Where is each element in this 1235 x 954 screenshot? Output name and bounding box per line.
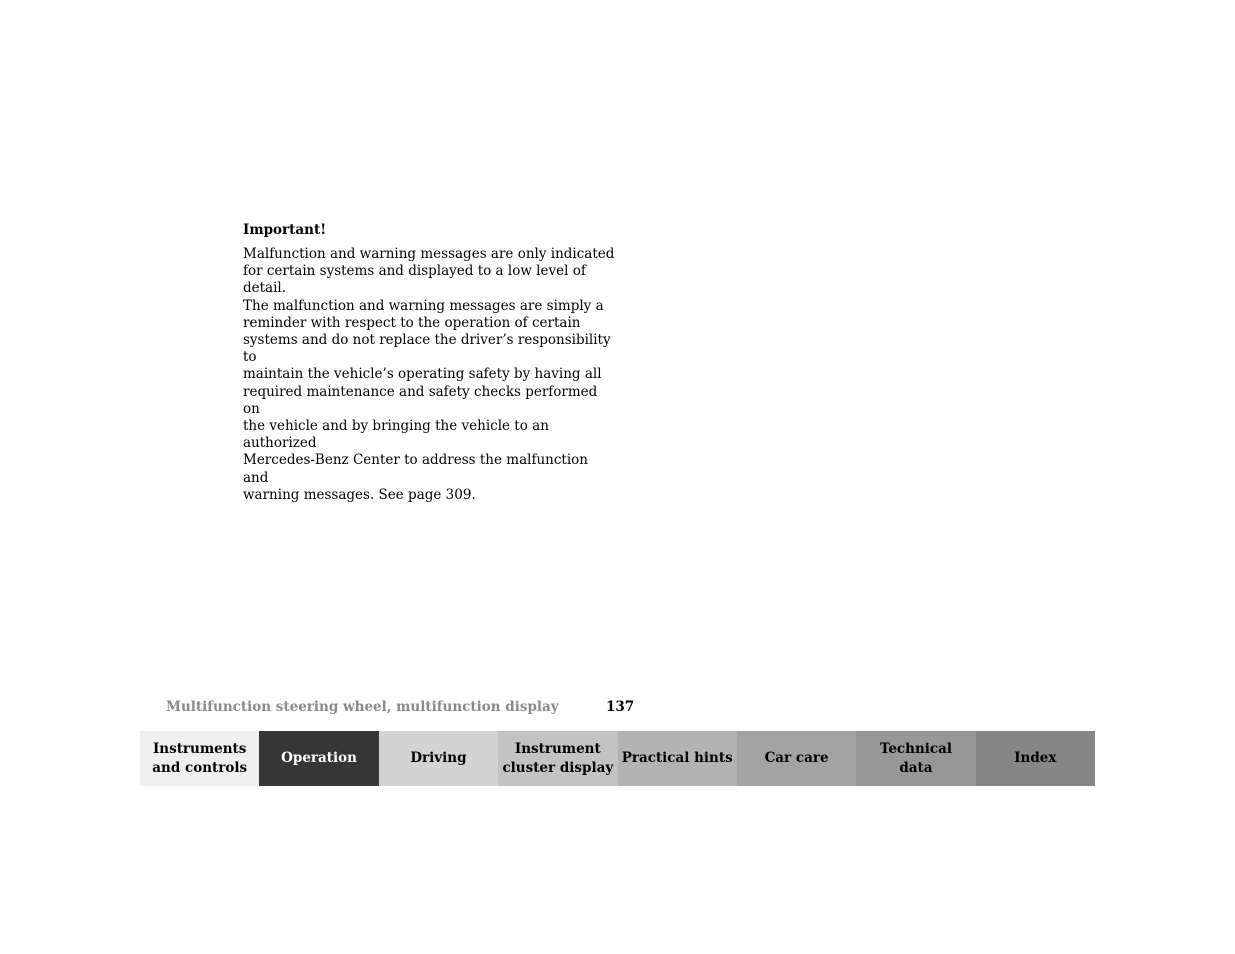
tab-car-care[interactable]: Car care	[737, 731, 856, 786]
chapter-tabs	[140, 731, 1095, 786]
tab-operation[interactable]: Operation	[259, 731, 378, 786]
tab-instrument-cluster-display[interactable]: Instrument cluster display	[498, 731, 617, 786]
tab-index[interactable]: Index	[976, 731, 1095, 786]
tab-driving[interactable]: Driving	[379, 731, 498, 786]
tab-instruments-and-controls[interactable]: Instruments and controls	[140, 731, 259, 786]
note-heading: Important!	[243, 222, 327, 238]
page-number: 137	[606, 699, 635, 715]
important-note	[243, 220, 615, 504]
section-title: Multifunction steering wheel, multifunction display	[166, 699, 559, 715]
tab-practical-hints[interactable]: Practical hints	[618, 731, 737, 786]
note-body: Malfunction and warning messages are only indicated for certain systems and displayed to a low level of detail. The malfunction and warning messages are simply a reminder with respect to the operation of certain systems and do not replace the driver’s responsibility to maintain the vehicle’s operating safety by having all required maintenance and safety checks performed on the vehicle and by bringing the vehicle to an authorized Mercedes-Benz Center to address the malfunction and warning messages. See page 309.	[243, 246, 615, 503]
tab-technical-data[interactable]: Technical data	[856, 731, 975, 786]
